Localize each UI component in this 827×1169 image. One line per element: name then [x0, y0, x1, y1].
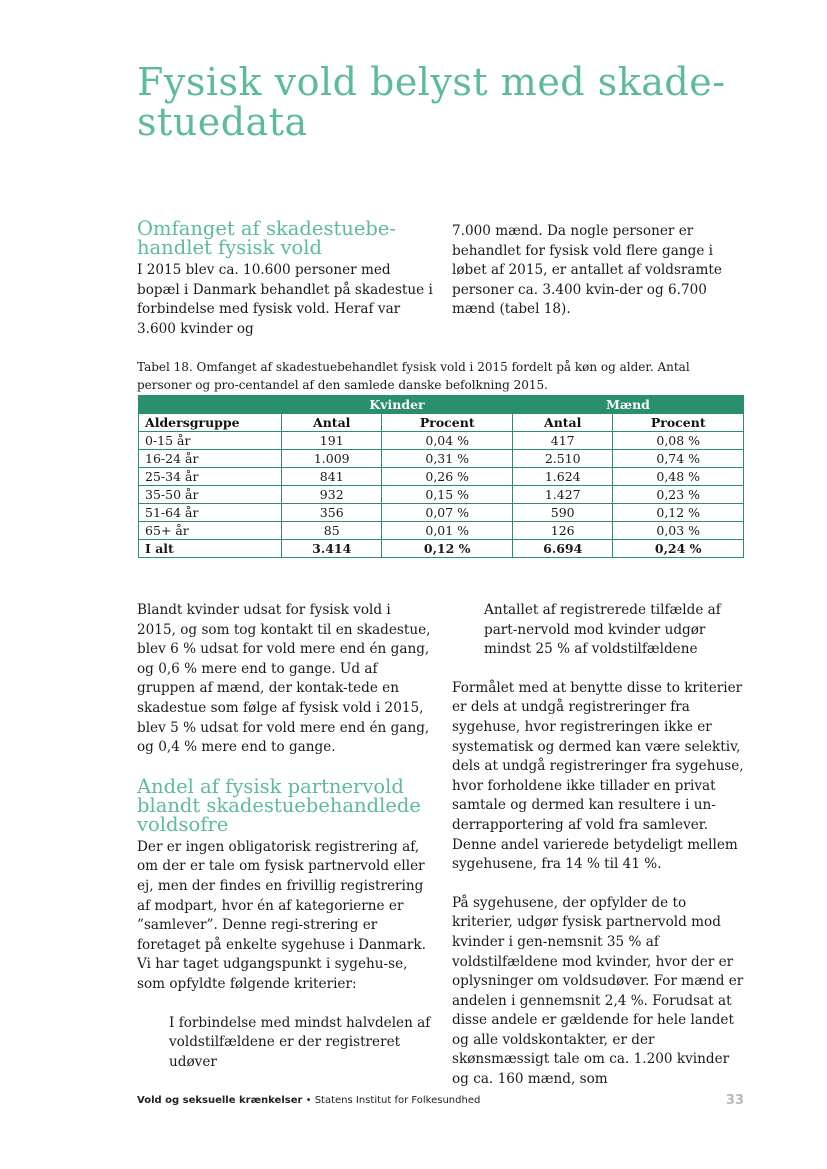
table-row — [139, 504, 744, 522]
right-paragraph-purpose: Formålet med at benytte disse to kriterier er dels at undgå registreringer fra sygehuse, hvor registreringen ikke er systematisk og dermed kan være selektiv, dels at undgå registreringer fra sygehuse, hvor forholdene ikke tillader en privat samtale og dermed kan resultere i un-derrapportering af vold fra samlever. Denne andel varierede betydeligt mellem sygehusene, fra 14 % til 41 %. — [452, 679, 744, 873]
footer — [137, 1095, 480, 1106]
cell-men-count: 126 — [512, 522, 612, 540]
footer-publication: Vold og seksuelle krænkelser — [137, 1095, 303, 1106]
cell-women-count: 191 — [282, 432, 382, 450]
cell-age: 65+ år — [139, 522, 282, 540]
cell-men-count: 1.427 — [512, 486, 612, 504]
cell-age: 35-50 år — [139, 486, 282, 504]
cell-men-percent: 0,23 % — [613, 486, 744, 504]
section-heading-omfanget: Omfanget af skadestuebe-handlet fysisk vold — [137, 217, 397, 259]
left-paragraph-registration: Der er ingen obligatorisk registrering af, om der er tale om fysisk partnervold eller ej, men der findes en frivillig registrering af modpart, hvor én af kategorierne er ”samlever”. Denne regi-strering er foretaget på enkelte sygehuse i Danmark. Vi har taget udgangspunkt i sygehu-se, som opfyldte følgende kriterier: — [137, 838, 426, 992]
left-column — [137, 601, 433, 1091]
cell-women-count: 1.009 — [282, 450, 382, 468]
cell-men-percent: 0,12 % — [613, 504, 744, 522]
cell-men-percent: 0,74 % — [613, 450, 744, 468]
criterion-2: Antallet af registrerede tilfælde af part-nervold mod kvinder udgør mindst 25 % af voldstilfældene — [484, 602, 721, 658]
table-18 — [138, 395, 744, 558]
cell-age: 25-34 år — [139, 468, 282, 486]
table-row — [139, 468, 744, 486]
table-group-blank — [139, 396, 282, 414]
table-total-row — [139, 540, 744, 558]
cell-total-women-percent: 0,12 % — [382, 540, 513, 558]
cell-women-percent: 0,01 % — [382, 522, 513, 540]
table-row — [139, 432, 744, 450]
cell-men-count: 2.510 — [512, 450, 612, 468]
cell-women-percent: 0,31 % — [382, 450, 513, 468]
footer-separator: • — [302, 1095, 315, 1106]
cell-men-count: 417 — [512, 432, 612, 450]
table-row — [139, 486, 744, 504]
table-column-header-row — [139, 414, 744, 432]
table-group-women: Kvinder — [282, 396, 513, 414]
cell-women-percent: 0,07 % — [382, 504, 513, 522]
cell-total-women-count: 3.414 — [282, 540, 382, 558]
cell-men-percent: 0,48 % — [613, 468, 744, 486]
cell-men-percent: 0,03 % — [613, 522, 744, 540]
table-group-men: Mænd — [512, 396, 743, 414]
section1-left-text: I 2015 blev ca. 10.600 personer med bopæl i Danmark behandlet på skadestue i forbindelse med fysisk vold. Heraf var 3.600 kvinder og — [137, 262, 433, 337]
cell-women-count: 85 — [282, 522, 382, 540]
cell-age: 0-15 år — [139, 432, 282, 450]
table-group-header-row — [139, 396, 744, 414]
cell-men-percent: 0,08 % — [613, 432, 744, 450]
right-column — [452, 601, 744, 1109]
cell-women-percent: 0,04 % — [382, 432, 513, 450]
cell-women-count: 841 — [282, 468, 382, 486]
cell-women-count: 356 — [282, 504, 382, 522]
cell-total-men-count: 6.694 — [512, 540, 612, 558]
column-header-women-count: Antal — [282, 414, 382, 432]
column-header-men-count: Antal — [512, 414, 612, 432]
footer-institute: Statens Institut for Folkesundhed — [314, 1095, 481, 1106]
left-paragraph-repeat-violence: Blandt kvinder udsat for fysisk vold i 2015, og som tog kontakt til en skadestue, blev 6 % udsat for vold mere end én gang, og 0,6 % mere end to gange. Ud af gruppen af mænd, der kontak-tede en skadestue som følge af fysisk vold i 2015, blev 5 % udsat for vold mere end én gang, og 0,4 % mere end to gange. — [137, 602, 431, 756]
criterion-1: I forbindelse med mindst halvdelen af voldstilfældene er der registreret udøver — [169, 1014, 431, 1070]
section-heading-partnervold: Andel af fysisk partnervold blandt skadestuebehandlede voldsofre — [137, 774, 421, 836]
cell-women-count: 932 — [282, 486, 382, 504]
page-number: 33 — [725, 1093, 744, 1108]
cell-women-percent: 0,26 % — [382, 468, 513, 486]
section1-right-text: 7.000 mænd. Da nogle personer er behandlet for fysisk vold flere gange i løbet af 2015, er antallet af voldsramte personer ca. 3.400 kvin-der og 6.700 mænd (tabel 18). — [452, 223, 722, 318]
column-header-men-percent: Procent — [613, 414, 744, 432]
cell-men-count: 590 — [512, 504, 612, 522]
cell-total-label: I alt — [139, 540, 282, 558]
column-header-age: Aldersgruppe — [139, 414, 282, 432]
cell-age: 16-24 år — [139, 450, 282, 468]
right-paragraph-results: På sygehusene, der opfylder de to kriterier, udgør fysisk partnervold mod kvinder i gen-nemsnit 35 % af voldstilfældene mod kvinder, hvor der er oplysninger om voldsudøver. For mænd er andelen i gennemsnit 2,4 %. Forudsat at disse andele er gældende for hele landet og alle voldskontakter, er der skønsmæssigt tale om ca. 1.200 kvinder og ca. 160 mænd, som — [452, 894, 744, 1088]
cell-women-percent: 0,15 % — [382, 486, 513, 504]
table-row — [139, 450, 744, 468]
page-title: Fysisk vold belyst med skade-stuedata — [137, 60, 726, 144]
cell-men-count: 1.624 — [512, 468, 612, 486]
column-header-women-percent: Procent — [382, 414, 513, 432]
table-caption: Tabel 18. Omfanget af skadestuebehandlet fysisk vold i 2015 fordelt på køn og alder. Antal personer og pro-centandel af den samlede danske befolkning 2015. — [137, 360, 690, 392]
cell-age: 51-64 år — [139, 504, 282, 522]
cell-total-men-percent: 0,24 % — [613, 540, 744, 558]
table-row — [139, 522, 744, 540]
